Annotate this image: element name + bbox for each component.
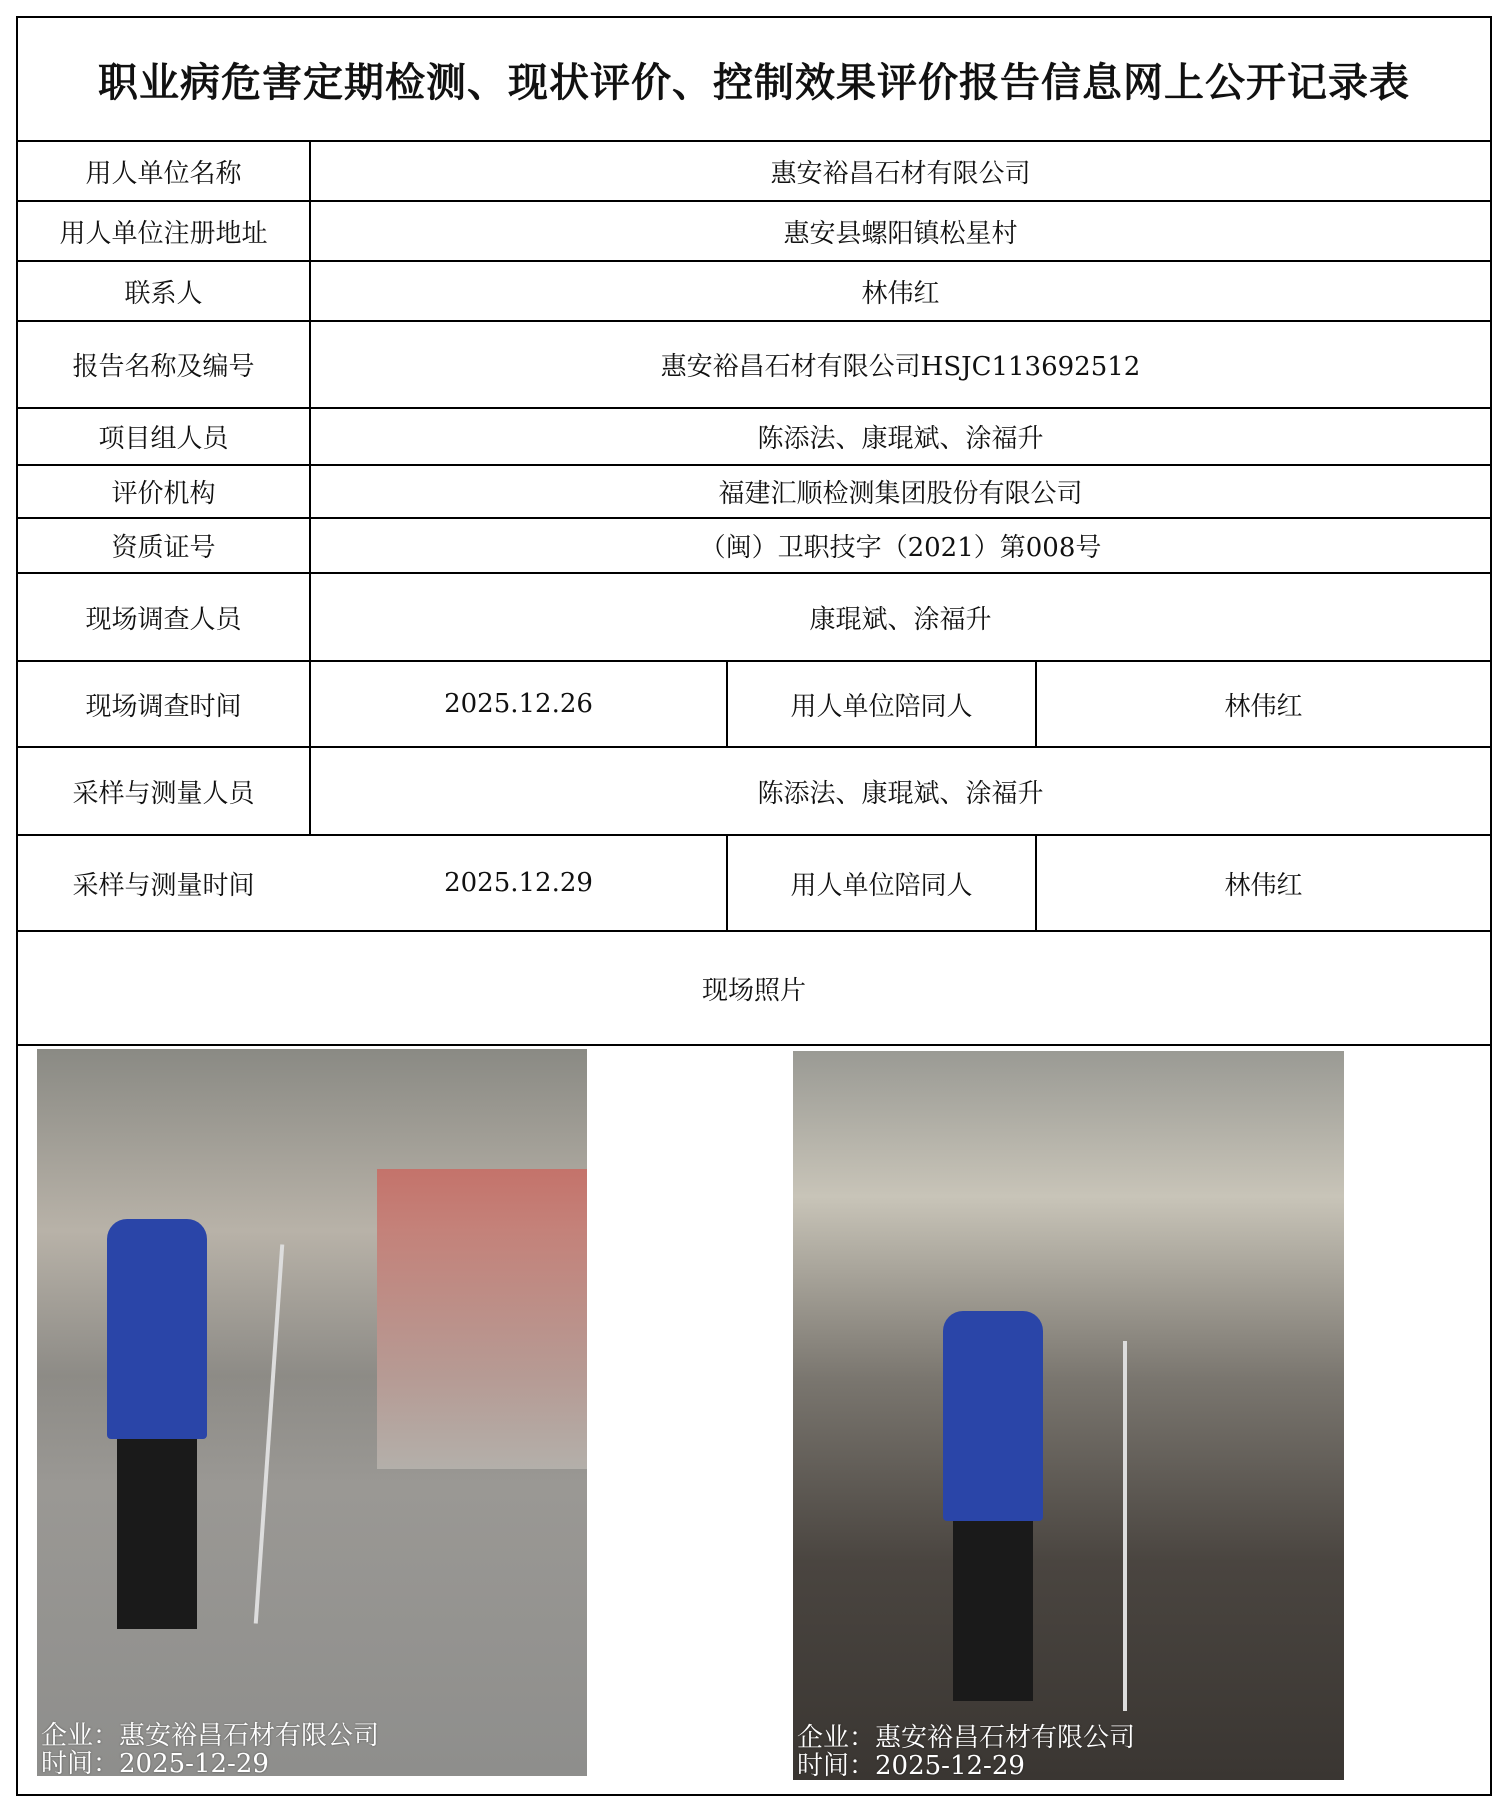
photo-caption-time: 时间：2025-12-29	[797, 1751, 1025, 1780]
label-site-photos: 现场照片	[701, 975, 806, 1006]
label-survey-companion: 用人单位陪同人	[790, 691, 973, 722]
label-survey-staff: 现场调查人员	[85, 604, 242, 635]
label-employer-address: 用人单位注册地址	[59, 218, 268, 249]
label-project-team: 项目组人员	[98, 424, 229, 454]
divider	[18, 1044, 1490, 1046]
label-sampling-time: 采样与测量时间	[72, 870, 255, 901]
value-survey-companion: 林伟红	[1224, 691, 1303, 722]
value-employer-name: 惠安裕昌石材有限公司	[770, 158, 1031, 189]
value-sampling-staff: 陈添法、康琨斌、涂福升	[757, 778, 1044, 809]
value-survey-staff: 康琨斌、涂福升	[809, 604, 992, 635]
photo-caption-company: 企业：惠安裕昌石材有限公司	[41, 1721, 380, 1751]
label-contact: 联系人	[124, 278, 203, 309]
label-employer-name: 用人单位名称	[85, 158, 242, 189]
value-survey-time: 2025.12.26	[444, 689, 593, 719]
site-photo-1	[37, 1049, 587, 1776]
photo-caption-time: 时间：2025-12-29	[41, 1749, 269, 1776]
page-title: 职业病危害定期检测、现状评价、控制效果评价报告信息网上公开记录表	[98, 58, 1410, 106]
value-employer-address: 惠安县螺阳镇松星村	[783, 218, 1018, 249]
label-report: 报告名称及编号	[72, 352, 255, 382]
label-sampling-staff: 采样与测量人员	[72, 778, 255, 809]
site-photo-2	[793, 1051, 1344, 1780]
value-sampling-time: 2025.12.29	[444, 868, 593, 898]
label-survey-time: 现场调查时间	[85, 691, 242, 722]
label-qualification: 资质证号	[111, 533, 216, 563]
value-report: 惠安裕昌石材有限公司HSJC113692512	[660, 352, 1141, 382]
value-qualification: （闽）卫职技字（2021）第008号	[699, 533, 1102, 563]
value-agency: 福建汇顺检测集团股份有限公司	[718, 479, 1083, 509]
label-sampling-companion: 用人单位陪同人	[790, 870, 973, 901]
value-contact: 林伟红	[861, 278, 940, 309]
photo-caption-company: 企业：惠安裕昌石材有限公司	[797, 1723, 1136, 1753]
value-project-team: 陈添法、康琨斌、涂福升	[757, 424, 1044, 454]
label-agency: 评价机构	[111, 479, 216, 509]
value-sampling-companion: 林伟红	[1224, 870, 1303, 901]
